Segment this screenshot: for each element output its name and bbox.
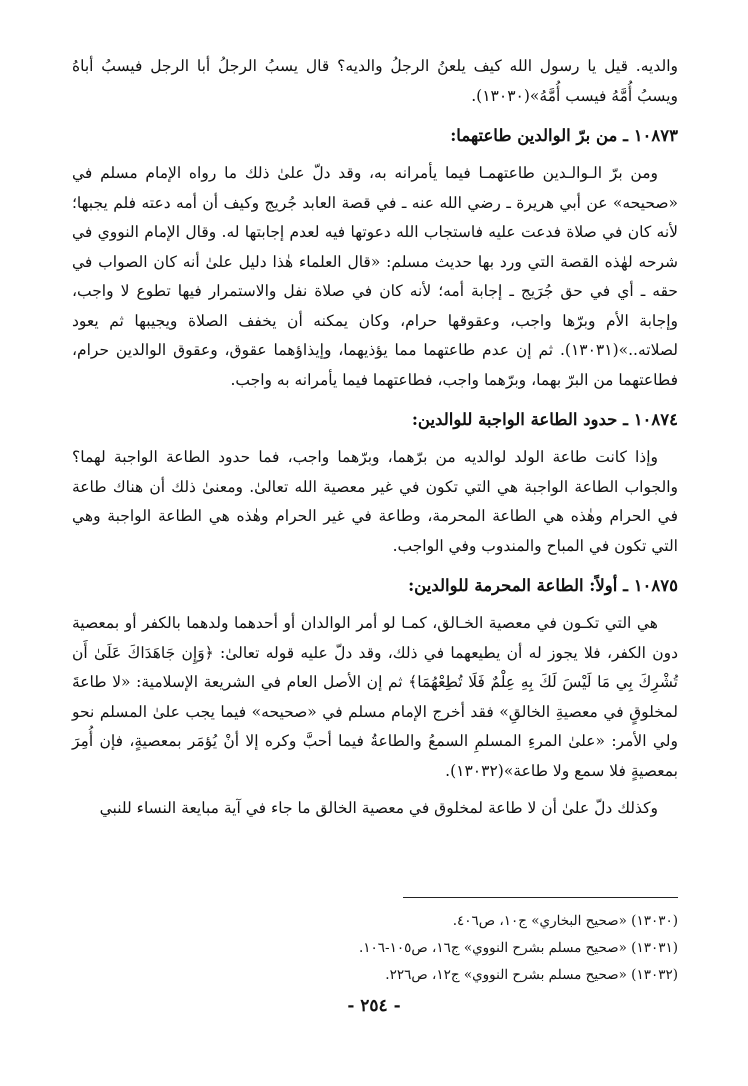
footnote-13032: (١٣٠٣٢) «صحيح مسلم بشرح النووي» ج١٢، ص٢٢٦. [385, 967, 678, 983]
paragraph-limits: وإذا كانت طاعة الولد لوالديه من برّهما، وبرّهما واجب، فما حدود الطاعة الواجبة لهما؟ والجواب الطاعة الواجبة هي التي تكون في غير معصية الله تعالىٰ. ومعنىٰ ذلك أن هناك طاعة في الحرام وهٰذه هي الطاعة المحرمة، وطاعة في غير الحرام وهٰذه هي الطاعة الواجبة وهي التي تكون في المباح والمندوب وفي الواجب. [72, 448, 678, 555]
section-heading-10873: ١٠٨٧٣ ـ من برّ الوالدين طاعتهما: [450, 126, 678, 145]
footnotes [72, 897, 678, 989]
footnote-divider [403, 897, 678, 898]
page-body [72, 52, 678, 824]
paragraph-obedience: ومن برّ الـوالـدين طاعتهمـا فيما يأمرانه به، وقد دلّ علىٰ ذلك ما رواه الإمام مسلم في «صحيحه» عن أبي هريرة ـ رضي الله عنه ـ في قصة العابد جُريج وكيف أن أمه دعته فلم يجبها؛ لأنه كان في صلاة فدعت عليه فاستجاب الله دعوتها فيه لعدم إجابتها له. وقال الإمام النووي في شرحه لهٰذه القصة التي ورد بها حديث مسلم: «قال العلماء هٰذا دليل علىٰ أنه كان الصواب في حقه ـ أي في حق جُرَيج ـ إجابة أمه؛ لأنه كان في صلاة نفل والاستمرار فيها تطوع لا واجب، وإجابة الأم وبرّها واجب، وعقوقها حرام، وكان يمكنه أن يخفف الصلاة ويجيبها ثم يعود لصلاته..»(١٣٠٣١). ثم إن عدم طاعتهما مما يؤذيهما، وإيذاؤهما عقوق، وعقوق الوالدين حرام، فطاعتهما من البرّ بهما، وبرّهما واجب، فطاعتهما فيما يأمرانه به واجب. [72, 164, 678, 389]
paragraph-forbidden-obedience: هي التي تكـون في معصية الخـالق، كمـا لو أمر الوالدان أو أحدهما ولدهما بالكفر أو بمعصية دون الكفر، فلا يجوز له أن يطيعهما في ذلك، وقد دلّ عليه قوله تعالىٰ: ﴿وَإِن جَاهَدَاكَ عَلَىٰ أَن تُشْرِكَ بِي مَا لَيْسَ لَكَ بِهِ عِلْمٌ فَلَا تُطِعْهُمَا﴾ ثم إن الأصل العام في الشريعة الإسلامية: «لا طاعةَ لمخلوقٍ في معصيةِ الخالقِ» فقد أخرج الإمام مسلم في «صحيحه» فيما يجب علىٰ المسلم نحو ولي الأمر: «علىٰ المرءِ المسلمِ السمعُ والطاعةُ فيما أحبَّ وكره إلا أنْ يُؤمَر بمعصيةٍ، فإن أُمِرَ بمعصيةٍ فلا سمع ولا طاعة»(١٣٠٣٢). [72, 614, 678, 780]
paragraph-closing: وكذلك دلّ علىٰ أن لا طاعة لمخلوق في معصية الخالق ما جاء في آية مبايعة النساء للنبي [99, 799, 658, 817]
paragraph-continuation: والديه. قيل يا رسول الله كيف يلعنُ الرجلُ والديه؟ قال يسبُ الرجلُ أبا الرجل فيسبُ أباهُ ويسبُ أُمَّهُ فيسب أُمَّهُ»(١٣٠٣٠). [72, 57, 678, 105]
section-heading-10874: ١٠٨٧٤ ـ حدود الطاعة الواجبة للوالدين: [411, 410, 678, 429]
footnote-13030: (١٣٠٣٠) «صحيح البخاري» ج١٠، ص٤٠٦. [452, 913, 678, 929]
footnote-13031: (١٣٠٣١) «صحيح مسلم بشرح النووي» ج١٦، ص١٠٥-١٠٦. [358, 940, 678, 956]
section-heading-10875: ١٠٨٧٥ ـ أولاً: الطاعة المحرمة للوالدين: [408, 576, 678, 595]
page-number: - ٢٥٤ - [347, 996, 401, 1016]
